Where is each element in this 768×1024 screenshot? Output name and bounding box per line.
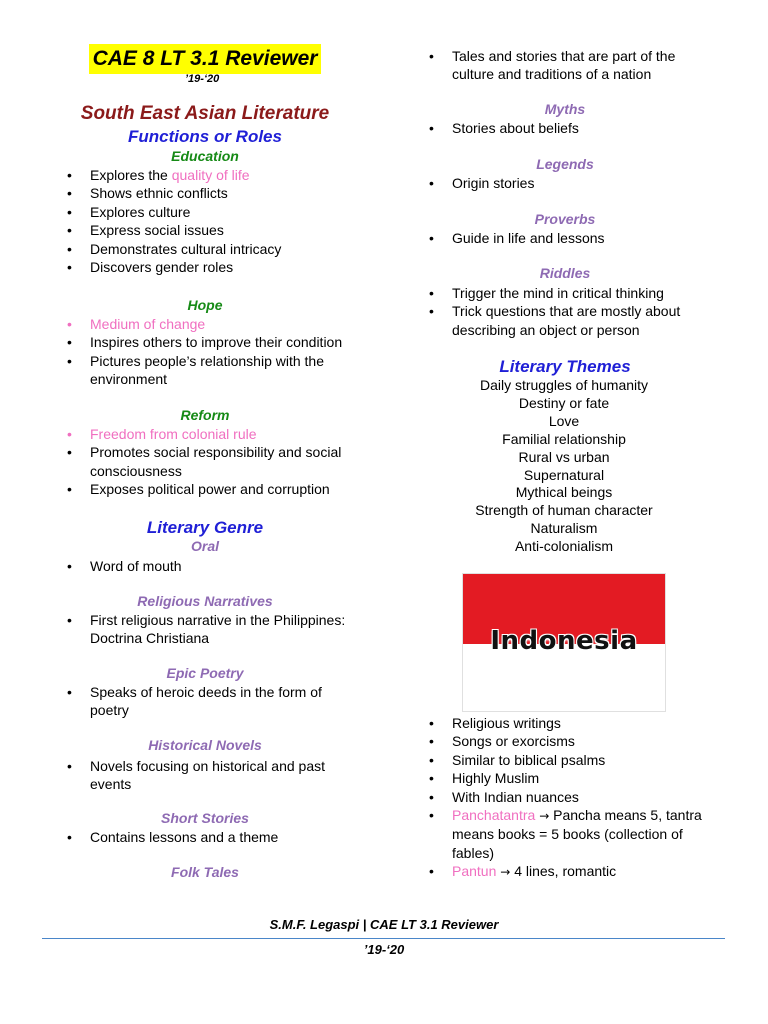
proverbs-heading: Proverbs: [534, 211, 596, 227]
flag-label: Indonesia: [490, 626, 638, 656]
pantun-text: 4 lines, romantic: [510, 863, 617, 880]
list-item: • Novels focusing on historical and past events: [62, 757, 362, 794]
list-item: [424, 862, 714, 881]
footer-divider: [42, 938, 725, 939]
theme-item: Mythical beings: [515, 484, 613, 501]
list-item: • Pictures people’s relationship with the environment: [62, 352, 362, 389]
reform-list: [62, 425, 362, 499]
theme-item: Love: [548, 412, 580, 429]
list-item: • Exposes political power and corruption: [62, 480, 362, 498]
proverbs-list: [424, 229, 714, 247]
folk-tales-heading: Folk Tales: [171, 864, 239, 880]
hope-heading: Hope: [187, 297, 223, 313]
list-item: • Guide in life and lessons: [424, 229, 714, 247]
arrow-icon: →: [500, 865, 511, 880]
functions-heading: Functions or Roles: [128, 127, 282, 146]
education-heading: Education: [171, 148, 239, 164]
list-item: • With Indian nuances: [424, 788, 714, 806]
footer-year: ’19-‘20: [363, 942, 405, 957]
list-item: • Promotes social responsibility and social consciousness: [62, 443, 362, 480]
short-stories-heading: Short Stories: [161, 810, 249, 826]
theme-item: Rural vs urban: [518, 448, 610, 465]
hope-list: [62, 315, 362, 389]
list-item: • First religious narrative in the Philippines: Doctrina Christiana: [62, 611, 362, 648]
main-heading: South East Asian Literature: [80, 103, 330, 124]
legends-heading: Legends: [536, 156, 594, 172]
quality-of-life-highlight: quality of life: [171, 167, 250, 183]
riddles-list: [424, 284, 714, 339]
religious-narratives-list: [62, 611, 362, 648]
list-item: • Inspires others to improve their condition: [62, 333, 362, 351]
list-item: • Similar to biblical psalms: [424, 751, 714, 769]
education-list: [62, 166, 362, 276]
theme-item: Familial relationship: [502, 430, 626, 447]
list-item-text: Explores the: [90, 167, 172, 183]
theme-item: Destiny or fate: [518, 394, 610, 411]
genre-heading: Literary Genre: [146, 518, 264, 537]
short-stories-list: [62, 828, 362, 846]
list-item: • Express social issues: [62, 221, 362, 239]
epic-poetry-list: [62, 683, 362, 720]
footer-credit: S.M.F. Legaspi | CAE LT 3.1 Reviewer: [269, 917, 499, 932]
title-wrap: [82, 44, 328, 74]
indonesia-list: [424, 714, 714, 882]
list-item: [424, 806, 714, 862]
theme-item: Strength of human character: [475, 502, 653, 519]
list-item: • Speaks of heroic deeds in the form of poetry: [62, 683, 362, 720]
historical-novels-list: [62, 757, 362, 794]
list-item: • Freedom from colonial rule: [62, 425, 362, 443]
legends-list: [424, 174, 714, 192]
theme-item: Supernatural: [523, 466, 605, 483]
reform-heading: Reform: [180, 407, 230, 423]
oral-heading: Oral: [190, 538, 219, 554]
myths-list: [424, 119, 714, 137]
theme-item: Daily struggles of humanity: [479, 377, 649, 393]
myths-heading: Myths: [544, 101, 586, 117]
list-item: • Medium of change: [62, 315, 362, 333]
list-item: • Origin stories: [424, 174, 714, 192]
religious-narratives-heading: Religious Narratives: [137, 593, 273, 609]
list-item: • Explores culture: [62, 203, 362, 221]
page-title: CAE 8 LT 3.1 Reviewer: [89, 44, 322, 74]
theme-item: Naturalism: [530, 520, 598, 537]
list-item: • Religious writings: [424, 714, 714, 732]
folk-tales-list: [424, 47, 714, 84]
literary-themes-list: [440, 377, 688, 556]
list-item: • Trick questions that are mostly about describing an object or person: [424, 302, 714, 339]
list-item: • Shows ethnic conflicts: [62, 184, 362, 202]
indonesia-flag-image: [462, 573, 666, 712]
list-item: • Demonstrates cultural intricacy: [62, 240, 362, 258]
list-item: • Songs or exorcisms: [424, 732, 714, 750]
list-item: • Word of mouth: [62, 557, 362, 575]
panchatantra-text: Pancha means 5, tantra means books = 5 books (collection of fables): [452, 807, 702, 861]
list-item: • Trigger the mind in critical thinking: [424, 284, 714, 302]
header-year: ’19-‘20: [185, 73, 220, 85]
epic-poetry-heading: Epic Poetry: [166, 665, 244, 681]
list-item: • Contains lessons and a theme: [62, 828, 362, 846]
historical-novels-heading: Historical Novels: [148, 737, 262, 753]
list-item: • Stories about beliefs: [424, 119, 714, 137]
panchatantra-term: Panchatantra: [452, 807, 536, 824]
list-item: • Highly Muslim: [424, 769, 714, 787]
arrow-icon: →: [539, 809, 550, 824]
list-item: • Tales and stories that are part of the culture and traditions of a nation: [424, 47, 714, 84]
oral-list: [62, 557, 362, 575]
theme-item: Anti-colonialism: [514, 538, 614, 555]
pantun-term: Pantun: [452, 863, 497, 880]
list-item: • Discovers gender roles: [62, 258, 362, 276]
literary-themes-heading: Literary Themes: [499, 357, 631, 376]
list-item: [62, 166, 362, 184]
riddles-heading: Riddles: [539, 265, 591, 281]
